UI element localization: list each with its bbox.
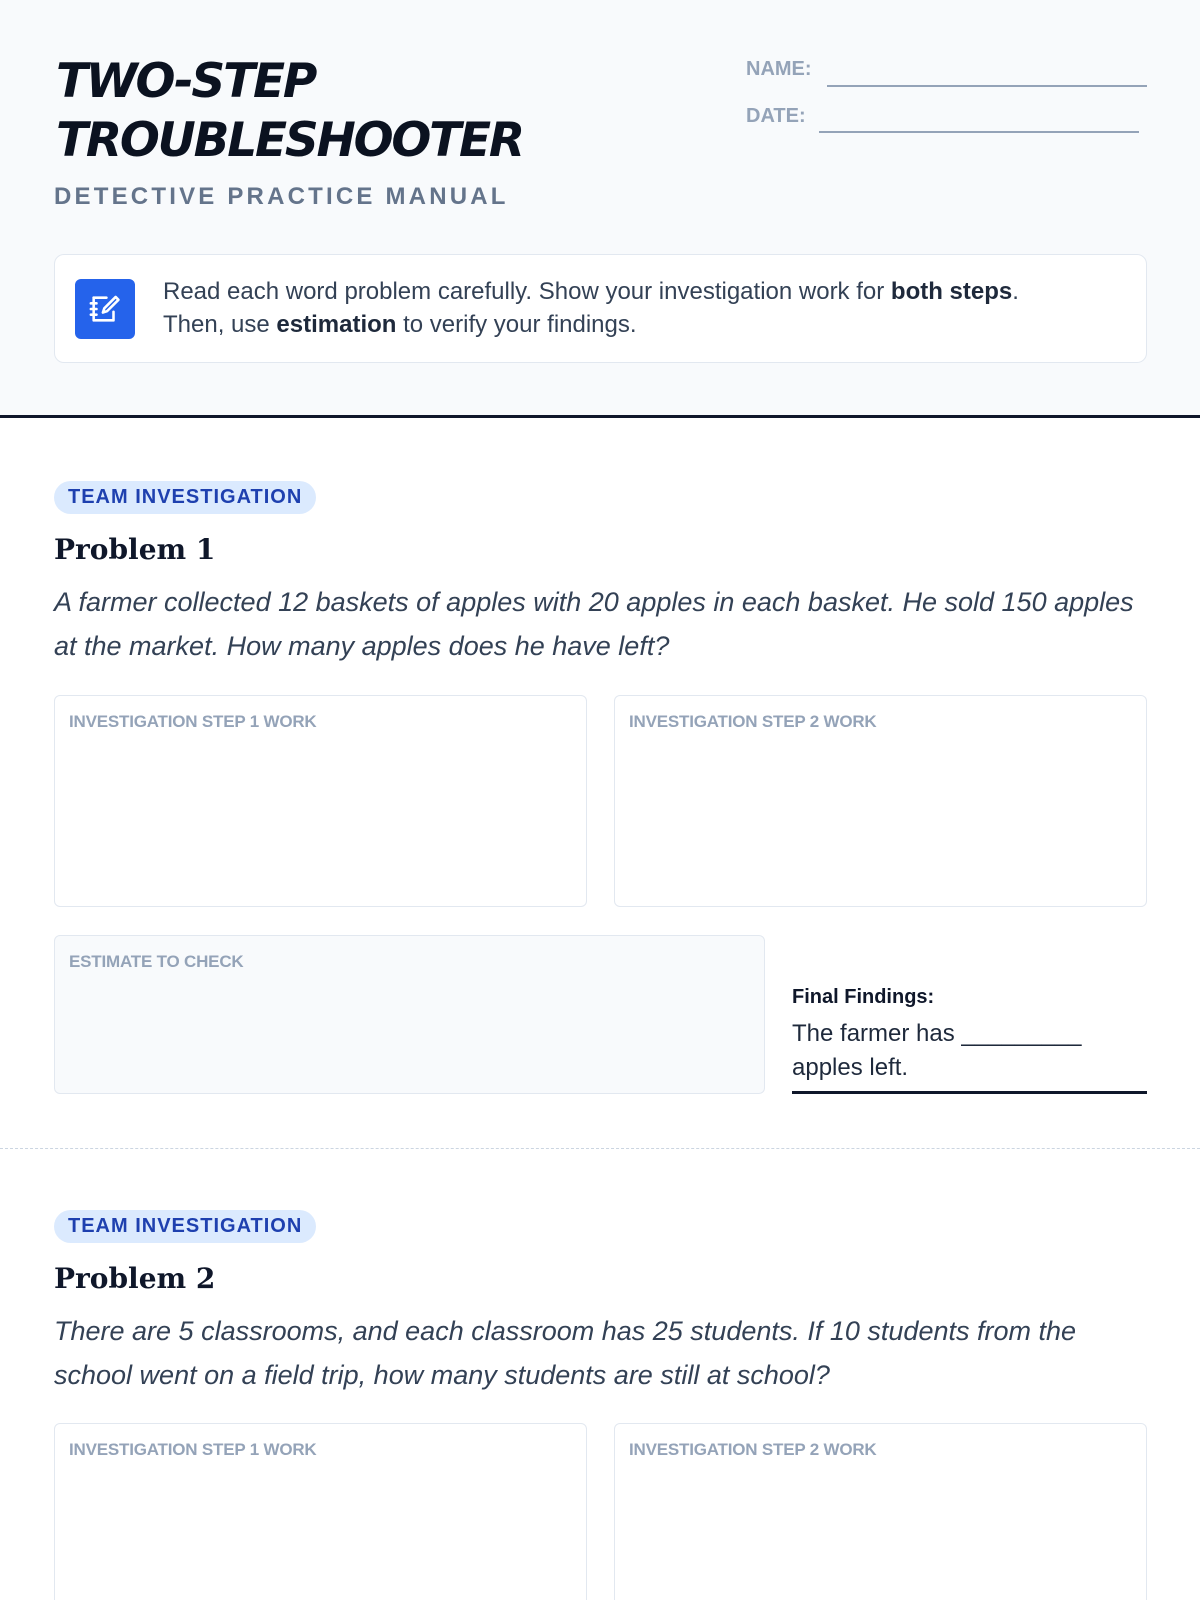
team-investigation-badge: TEAM INVESTIGATION bbox=[54, 1210, 316, 1243]
page-title bbox=[56, 52, 676, 170]
name-field[interactable] bbox=[827, 85, 1147, 87]
name-label: NAME: bbox=[746, 58, 812, 80]
step-1-label: INVESTIGATION STEP 1 WORK bbox=[69, 712, 317, 731]
step-2-label: INVESTIGATION STEP 2 WORK bbox=[629, 1440, 877, 1459]
problem-title: Problem 1 bbox=[54, 533, 216, 566]
problem-text: A farmer collected 12 baskets of apples with 20 apples in each basket. He sold 150 apples at the market. How many apples does he have left? bbox=[54, 587, 1134, 661]
instructions-box bbox=[54, 254, 1147, 363]
title-line-2: TROUBLESHOOTER bbox=[56, 113, 523, 168]
section-divider bbox=[0, 1148, 1200, 1149]
step-1-work-area[interactable] bbox=[54, 695, 587, 907]
step-1-label: INVESTIGATION STEP 1 WORK bbox=[69, 1440, 317, 1459]
edit-notebook-icon bbox=[75, 279, 135, 339]
page-subtitle: DETECTIVE PRACTICE MANUAL bbox=[54, 183, 509, 210]
worksheet-header bbox=[0, 0, 1200, 418]
final-findings-answer-line[interactable] bbox=[792, 1091, 1147, 1094]
problem-title: Problem 2 bbox=[54, 1262, 216, 1295]
problem-text: There are 5 classrooms, and each classroom has 25 students. If 10 students from the school went on a field trip, how many students are still at school? bbox=[54, 1316, 1077, 1390]
step-2-work-area[interactable] bbox=[614, 1423, 1147, 1600]
step-2-work-area[interactable] bbox=[614, 695, 1147, 907]
final-findings-text: The farmer has _________ apples left. bbox=[792, 1020, 1082, 1081]
team-investigation-badge: TEAM INVESTIGATION bbox=[54, 481, 316, 514]
date-field[interactable] bbox=[819, 131, 1139, 133]
final-findings-label: Final Findings: bbox=[792, 986, 935, 1008]
title-line-1: TWO-STEP bbox=[56, 54, 316, 109]
date-label: DATE: bbox=[746, 105, 806, 127]
estimate-work-area[interactable] bbox=[54, 935, 765, 1094]
step-1-work-area[interactable] bbox=[54, 1423, 587, 1600]
instructions-text: Read each word problem carefully. Show your investigation work for both steps. Then, use estimation to verify your findings. bbox=[163, 278, 1019, 338]
estimate-label: ESTIMATE TO CHECK bbox=[69, 952, 244, 971]
step-2-label: INVESTIGATION STEP 2 WORK bbox=[629, 712, 877, 731]
